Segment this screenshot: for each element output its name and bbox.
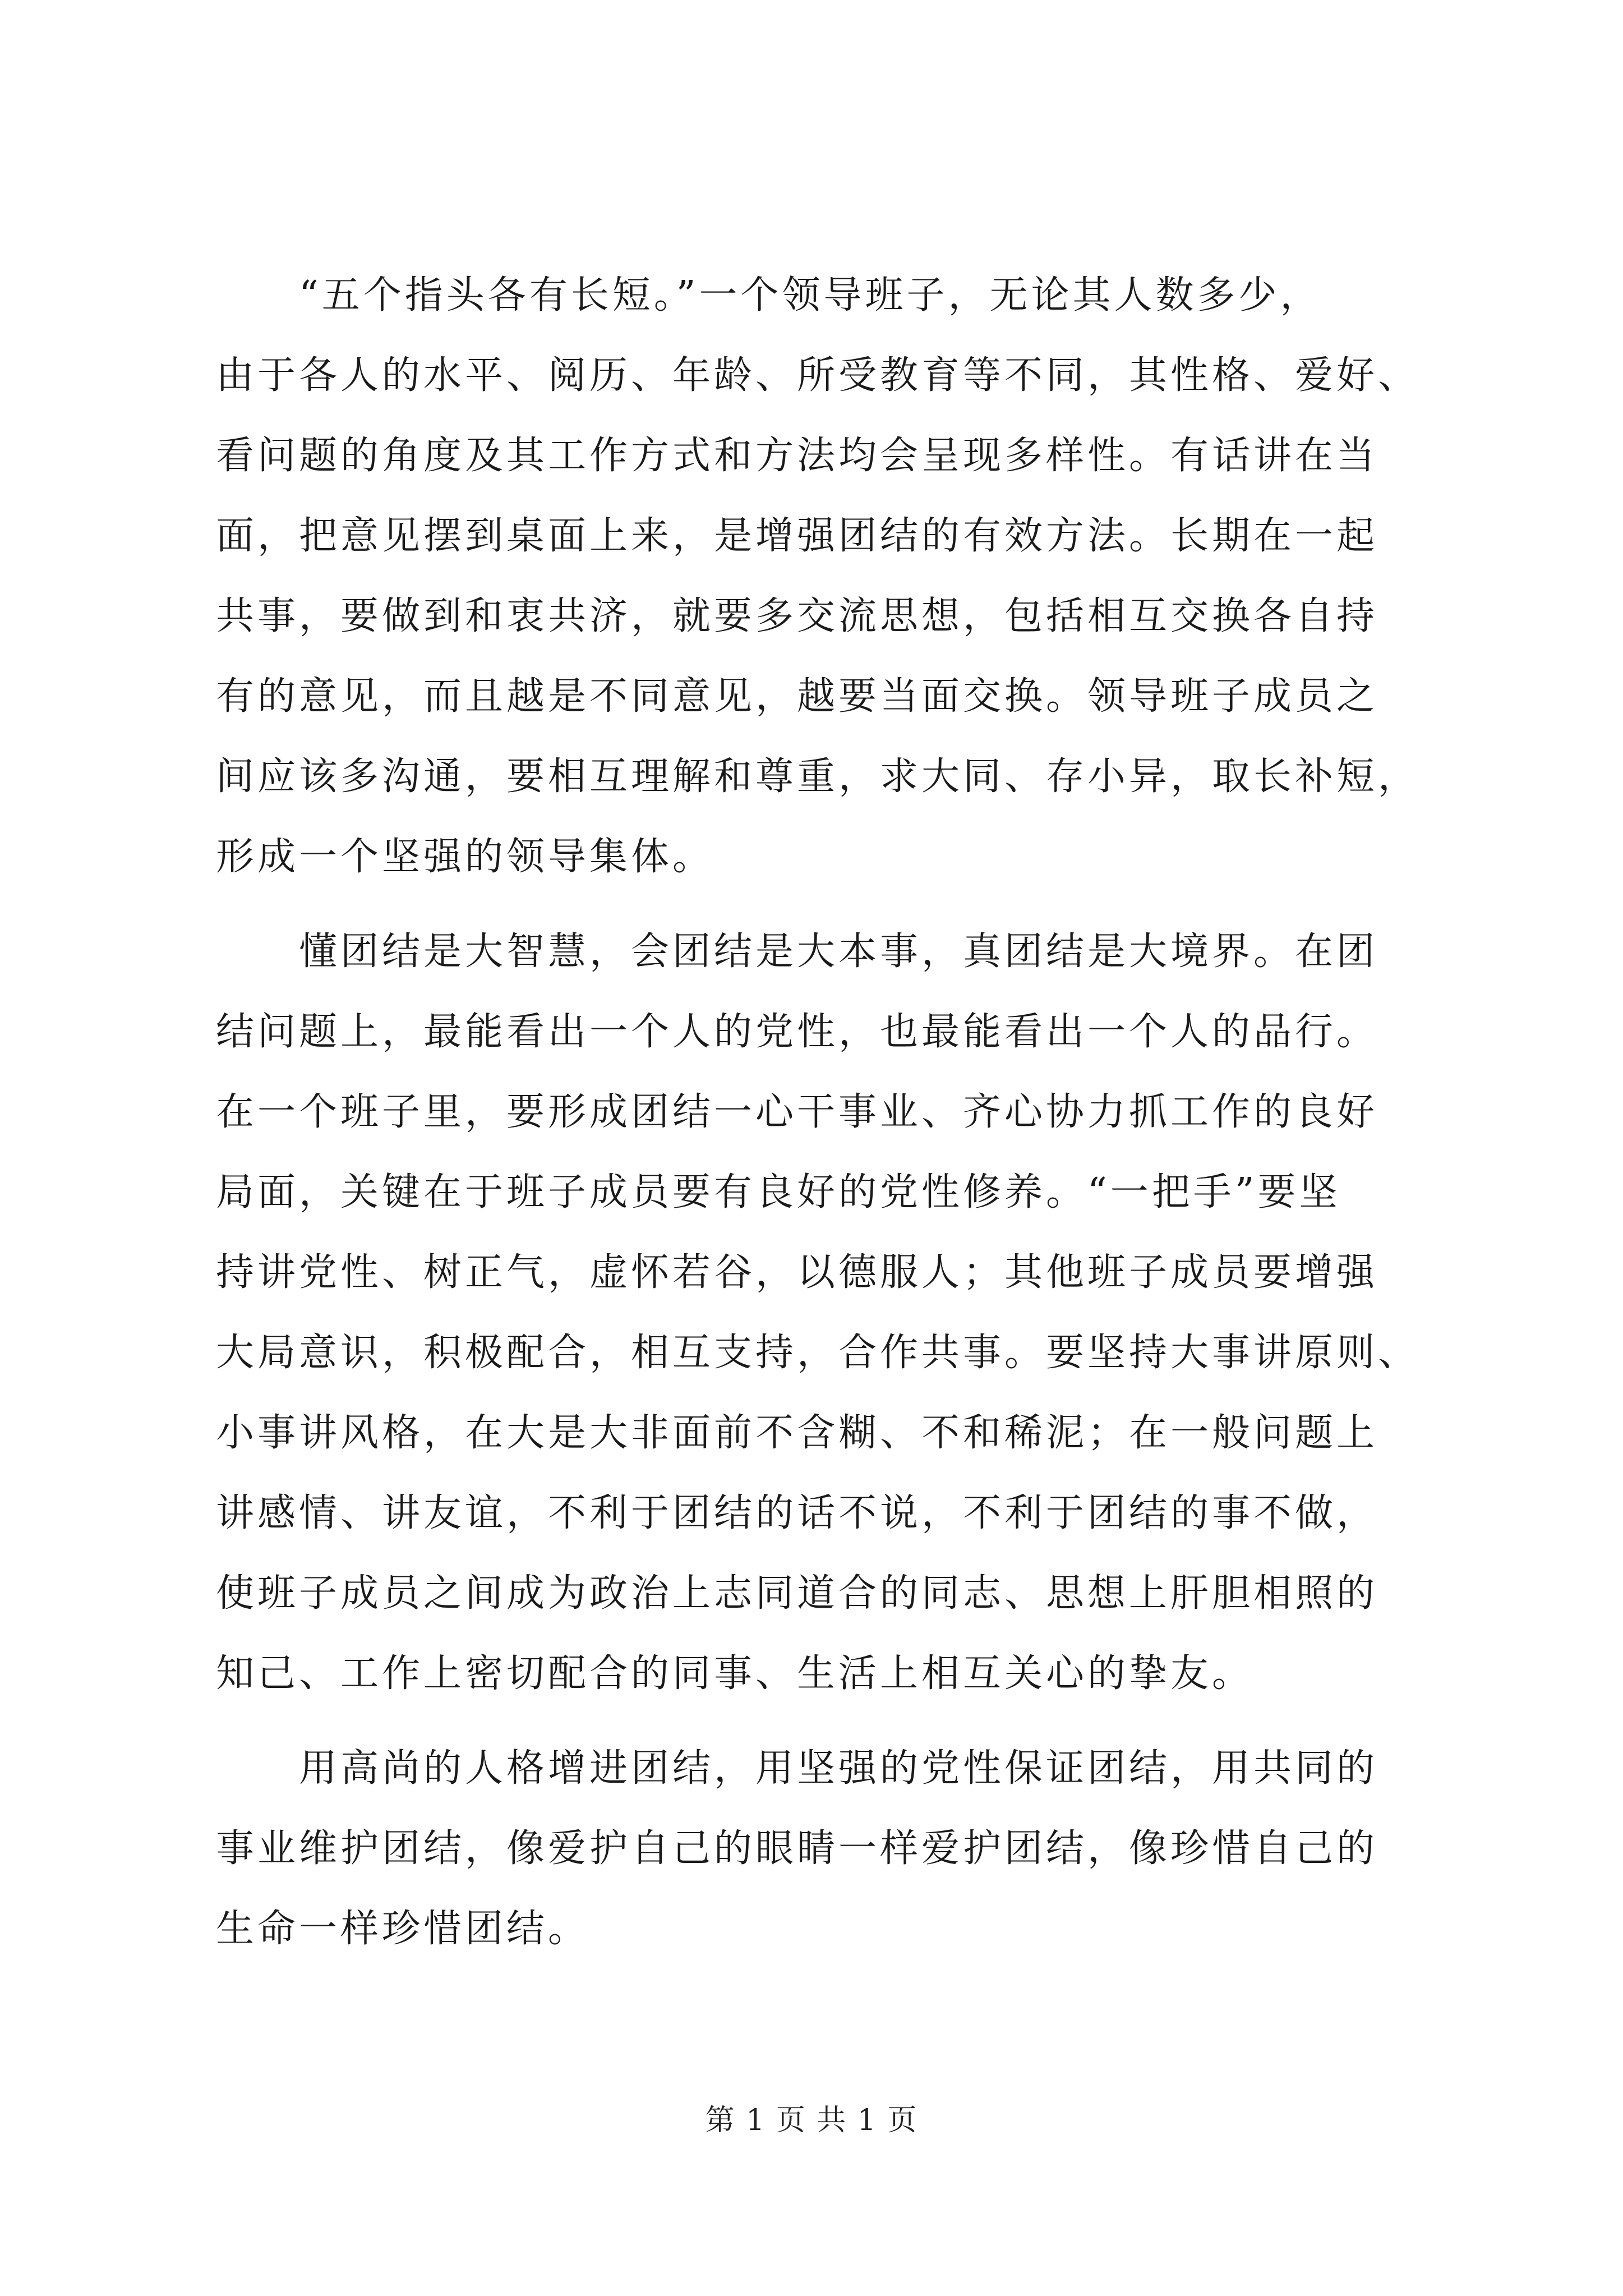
text-line: 生命一样珍惜团结。 — [216, 1907, 590, 1951]
text-line: 面，把意见摆到桌面上来，是增强团结的有效方法。长期在一起 — [216, 514, 1378, 558]
text-line: 事业维护团结，像爱护自己的眼睛一样爱护团结，像珍惜自己的 — [216, 1826, 1378, 1871]
paragraph — [216, 912, 1422, 1714]
text-line: 小事讲风格，在大是大非面前不含糊、不和稀泥；在一般问题上 — [216, 1411, 1378, 1455]
text-line: 共事，要做到和衷共济，就要多交流思想，包括相互交换各自持 — [216, 594, 1378, 638]
text-line: “五个指头各有长短。”一个领导班子，无论其人数多少， — [216, 273, 1322, 318]
text-line: 看问题的角度及其工作方式和方法均会呈现多样性。有话讲在当 — [216, 434, 1378, 478]
text-line: 大局意识，积极配合，相互支持，合作共事。要坚持大事讲原则、 — [216, 1331, 1420, 1375]
text-line: 使班子成员之间成为政治上志同道合的同志、思想上肝胆相照的 — [216, 1571, 1378, 1616]
text-line: 局面，关键在于班子成员要有良好的党性修养。“一把手”要坚 — [216, 1170, 1341, 1214]
text-line: 形成一个坚强的领导集体。 — [216, 835, 714, 879]
text-line: 讲感情、讲友谊，不利于团结的话不说，不利于团结的事不做， — [216, 1491, 1378, 1535]
paragraph — [216, 1728, 1422, 1969]
paragraph-gap — [216, 1714, 1422, 1728]
text-line: 有的意见，而且越是不同意见，越要当面交换。领导班子成员之 — [216, 674, 1378, 719]
page-number-footer: 第 1 页 共 1 页 — [705, 2104, 918, 2137]
text-line: 懂团结是大智慧，会团结是大本事，真团结是大境界。在团 — [216, 930, 1378, 974]
text-line: 间应该多沟通，要相互理解和尊重，求大同、存小异，取长补短， — [216, 754, 1420, 799]
text-line: 用高尚的人格增进团结，用坚强的党性保证团结，用共同的 — [216, 1746, 1378, 1791]
text-line: 持讲党性、树正气，虚怀若谷，以德服人；其他班子成员要增强 — [216, 1250, 1378, 1295]
text-line: 在一个班子里，要形成团结一心干事业、齐心协力抓工作的良好 — [216, 1090, 1378, 1134]
text-line: 结问题上，最能看出一个人的党性，也最能看出一个人的品行。 — [216, 1010, 1378, 1054]
paragraph — [216, 255, 1422, 897]
text-line: 知己、工作上密切配合的同事、生活上相互关心的挚友。 — [216, 1651, 1254, 1696]
paragraph-gap — [216, 897, 1422, 912]
document-body — [216, 255, 1422, 1969]
text-line: 由于各人的水平、阅历、年龄、所受教育等不同，其性格、爱好、 — [216, 353, 1420, 398]
